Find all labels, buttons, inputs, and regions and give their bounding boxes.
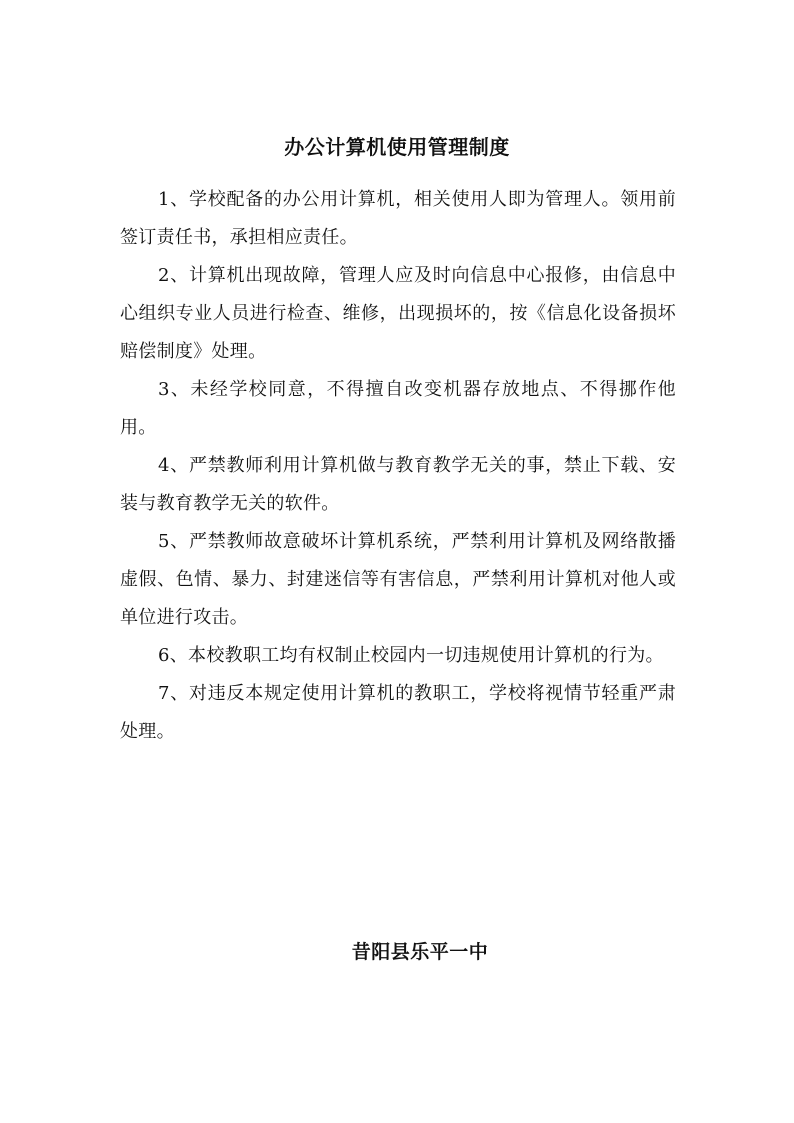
document-title: 办公计算机使用管理制度: [284, 135, 510, 159]
school-signature: 昔阳县乐平一中: [351, 941, 489, 963]
rule-paragraph-6: 6、本校教职工均有权制止校园内一切违规使用计算机的行为。: [158, 645, 664, 666]
rule-paragraph-3: 3、未经学校同意，不得擅自改变机器存放地点、不得挪作他用。: [120, 379, 676, 438]
rule-paragraph-1: 1、学校配备的办公用计算机，相关使用人即为管理人。领用前签订责任书，承担相应责任。: [120, 189, 676, 248]
rule-paragraph-5: 5、严禁教师故意破坏计算机系统，严禁利用计算机及网络散播虚假、色情、暴力、封建迷信等有害信息，严禁利用计算机对他人或单位进行攻击。: [120, 531, 676, 628]
document-body: [120, 181, 676, 751]
rule-paragraph-7: 7、对违反本规定使用计算机的教职工，学校将视情节轻重严肃处理。: [120, 683, 676, 742]
rule-paragraph-4: 4、严禁教师利用计算机做与教育教学无关的事，禁止下载、安装与教育教学无关的软件。: [120, 455, 676, 514]
rule-paragraph-2: 2、计算机出现故障，管理人应及时向信息中心报修，由信息中心组织专业人员进行检查、维修，出现损坏的，按《信息化设备损坏赔偿制度》处理。: [120, 265, 676, 362]
